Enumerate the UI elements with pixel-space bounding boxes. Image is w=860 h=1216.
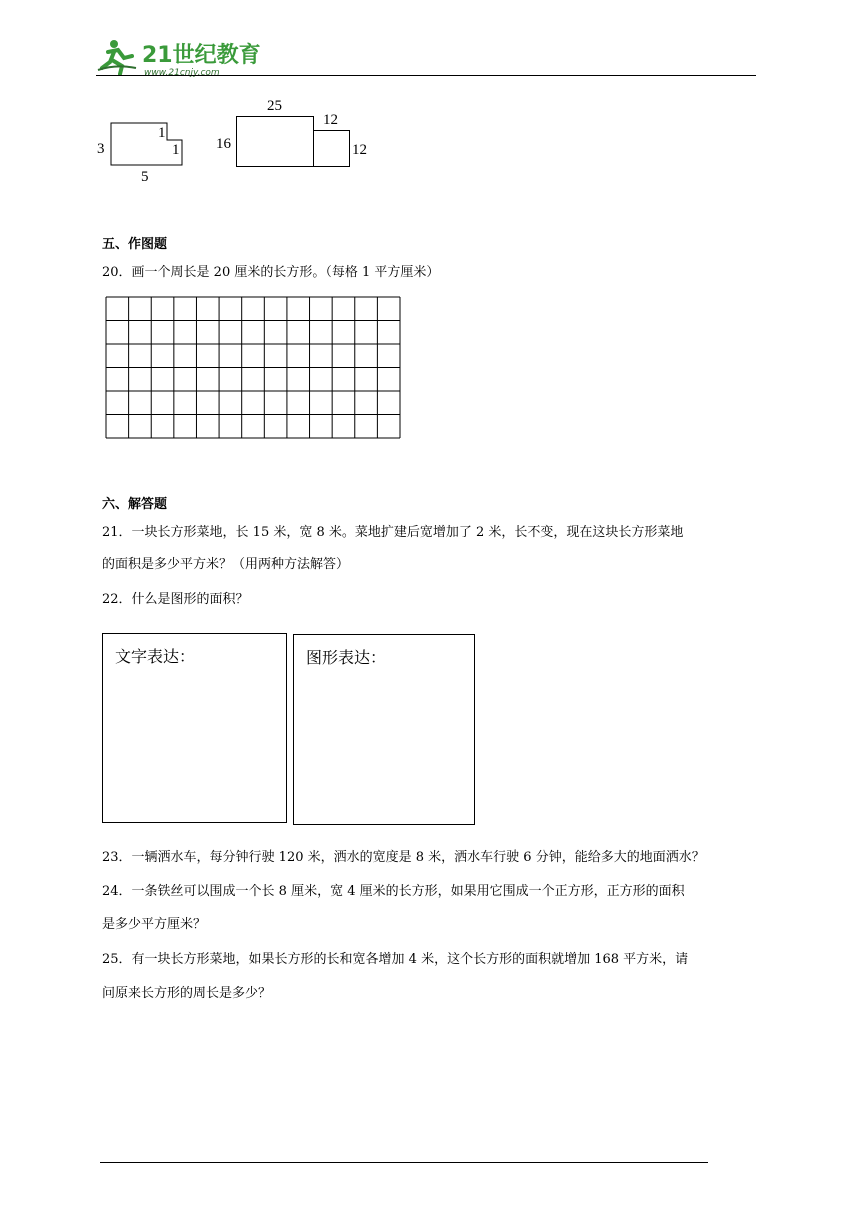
square-grid — [105, 296, 401, 439]
fig2-large-rectangle — [236, 116, 314, 167]
text-expression-box — [102, 633, 287, 823]
text-expression-label: 文字表达： — [115, 647, 196, 666]
fig2-top-label: 25 — [267, 98, 282, 114]
figure-expression-label: 图形表达： — [306, 648, 387, 667]
fig1-notch-right-label: 1 — [172, 142, 180, 158]
fig1-notch-top-label: 1 — [158, 125, 166, 141]
site-logo — [96, 34, 266, 80]
logo-text: 21世纪教育 — [142, 43, 261, 68]
question-22: 22．什么是图形的面积？ — [102, 592, 249, 607]
fig2-square-top-label: 12 — [323, 112, 338, 128]
question-24-line2: 是多少平方厘米？ — [102, 917, 207, 932]
question-21-line1: 21．一块长方形菜地，长 15 米，宽 8 米。菜地扩建后宽增加了 2 米，长不变，现在这块长方形菜地 — [102, 525, 684, 540]
question-20: 20．画一个周长是 20 厘米的长方形。（每格 1 平方厘米） — [102, 265, 440, 280]
fig1-bottom-label: 5 — [141, 169, 149, 185]
section-5-title: 五、作图题 — [102, 237, 168, 252]
section-6-title: 六、解答题 — [102, 497, 168, 512]
fig2-square-side-label: 12 — [352, 142, 367, 158]
question-24-line1: 24．一条铁丝可以围成一个长 8 厘米，宽 4 厘米的长方形，如果用它围成一个正方形，正方形的面积 — [102, 884, 685, 899]
runner-icon — [98, 40, 136, 74]
question-21-line2: 的面积是多少平方米？（用两种方法解答） — [102, 557, 350, 572]
fig2-left-label: 16 — [216, 136, 231, 152]
question-25-line1: 25．有一块长方形菜地，如果长方形的长和宽各增加 4 米，这个长方形的面积就增加 168 平方米，请 — [102, 952, 689, 967]
header-rule — [96, 75, 756, 76]
fig2-small-square — [313, 130, 350, 167]
figure-expression-box — [293, 634, 475, 825]
question-25-line2: 问原来长方形的周长是多少？ — [102, 986, 272, 1001]
question-23: 23．一辆洒水车，每分钟行驶 120 米，洒水的宽度是 8 米，洒水车行驶 6 分钟，能给多大的地面洒水？ — [102, 850, 705, 865]
fig1-left-label: 3 — [97, 141, 105, 157]
footer-rule — [100, 1162, 708, 1163]
logo-url: www.21cnjy.com — [144, 68, 220, 78]
